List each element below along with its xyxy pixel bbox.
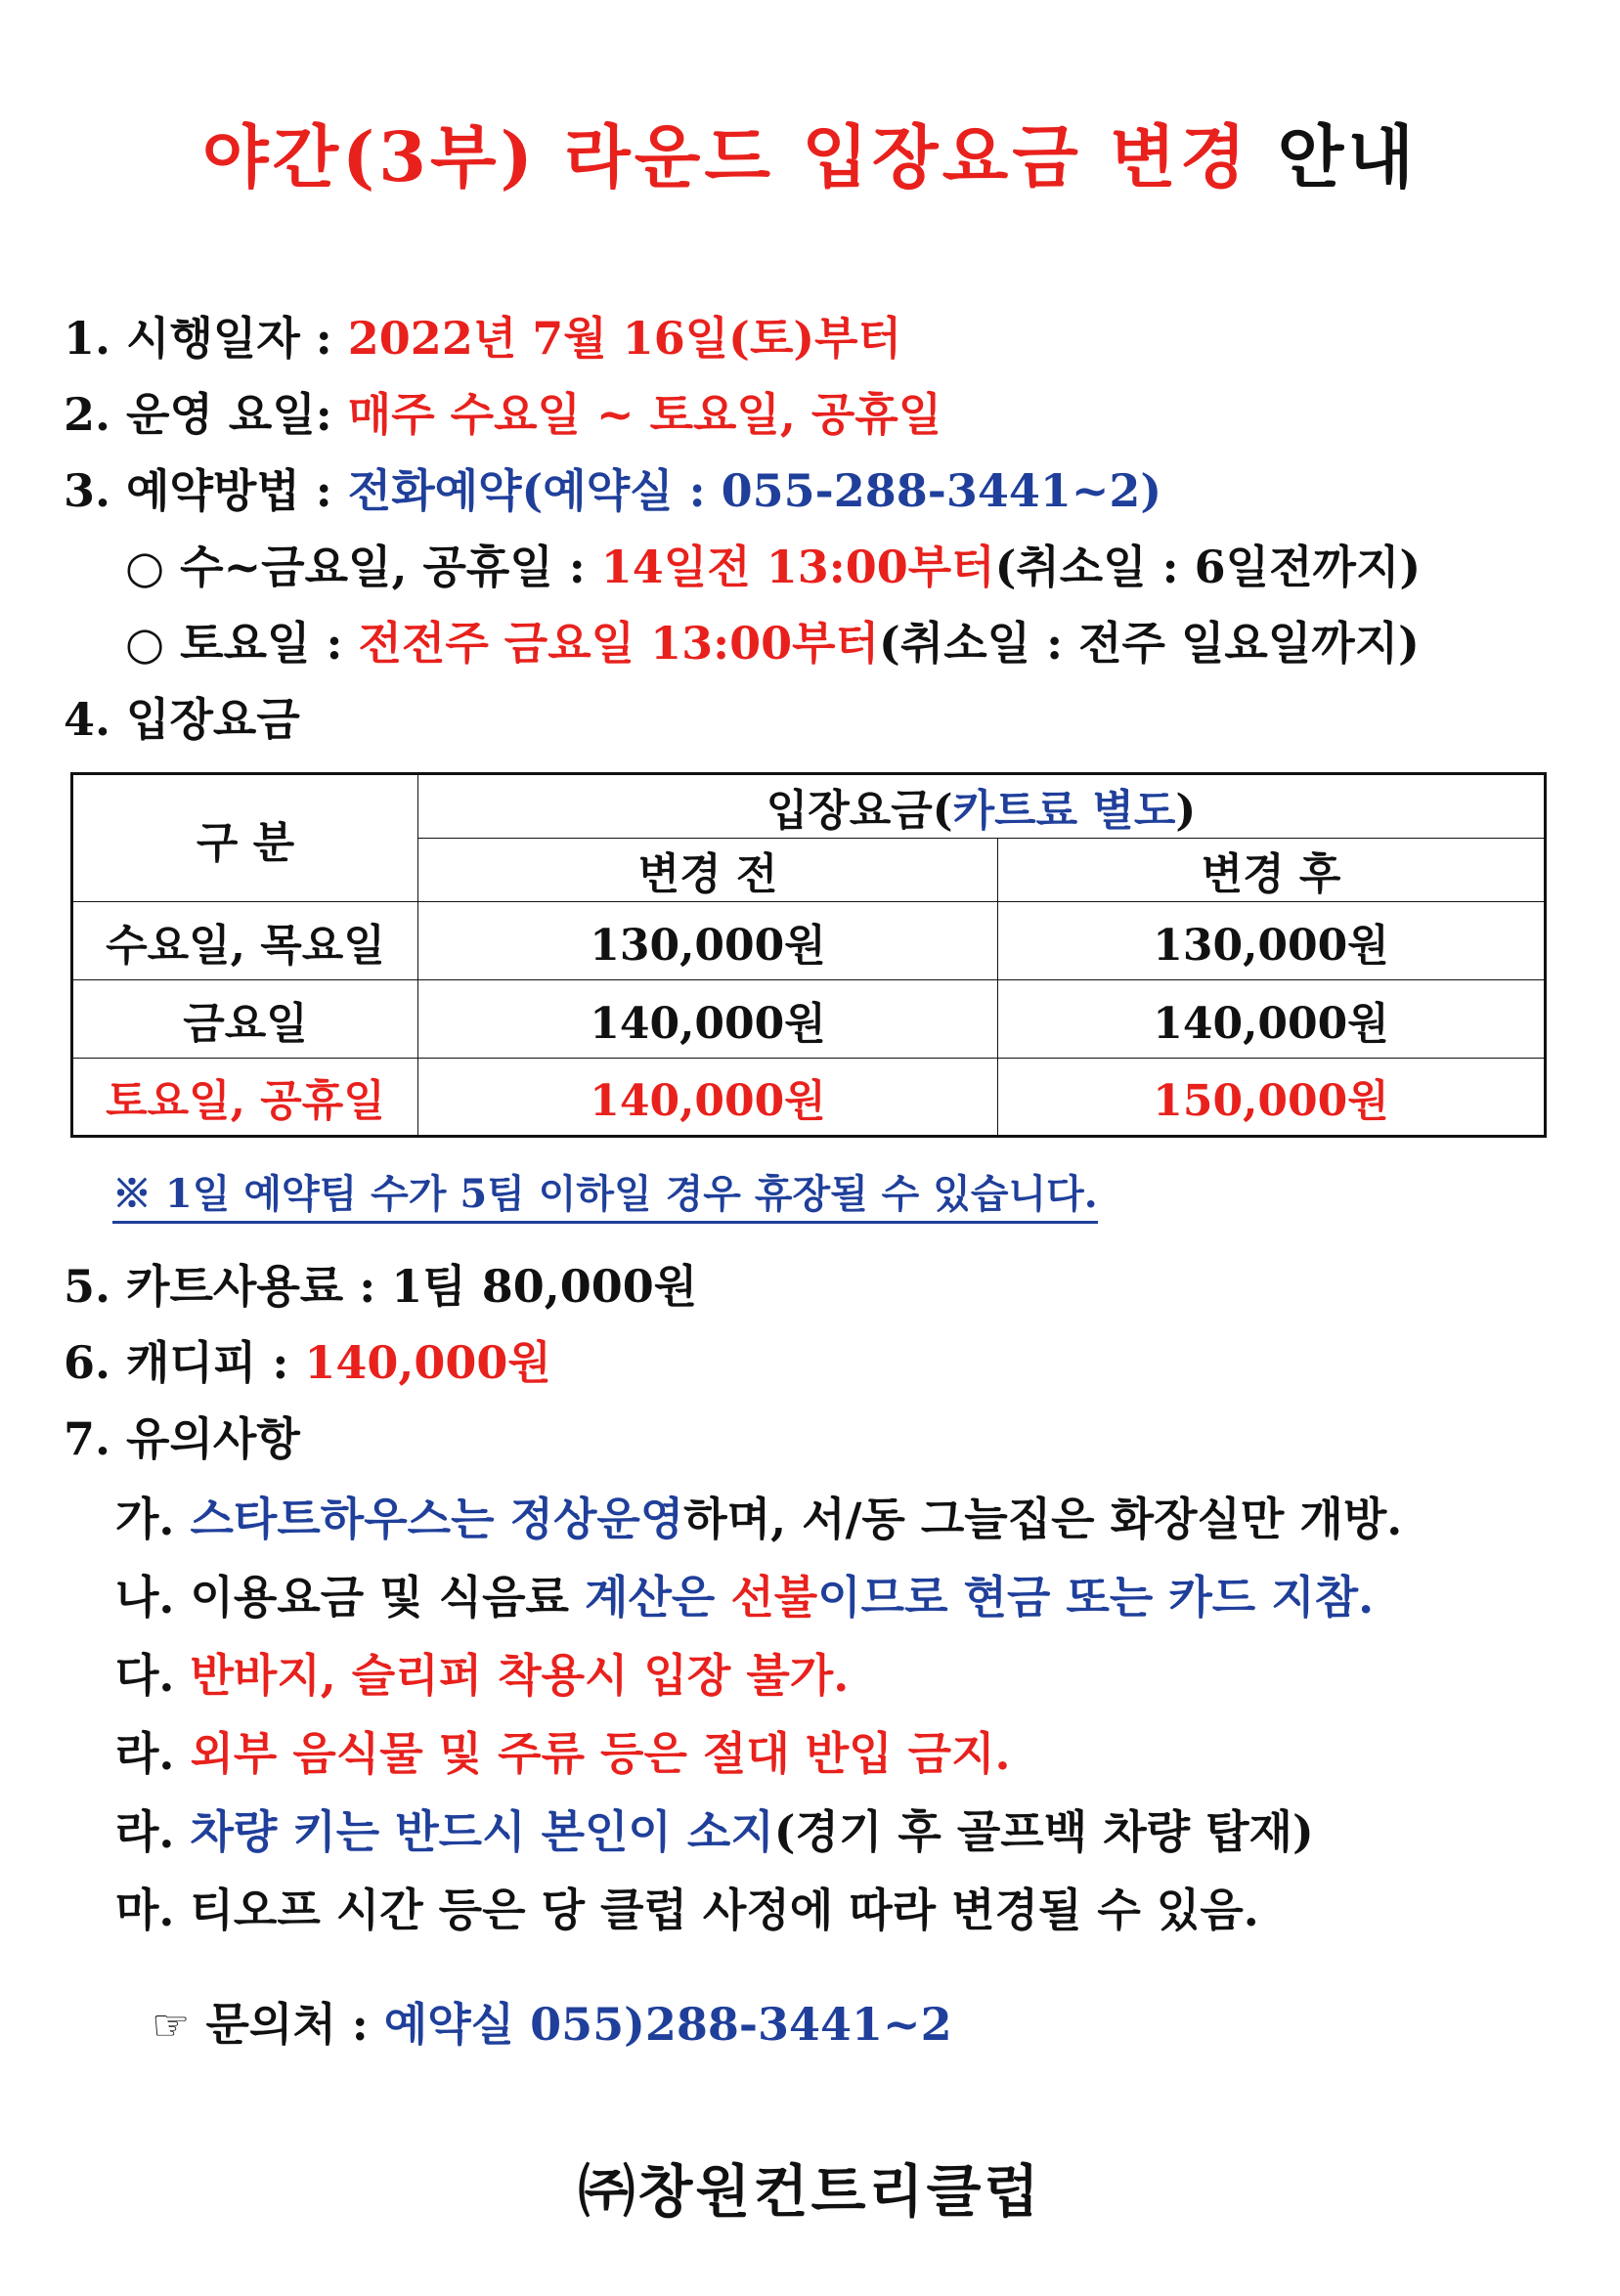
- contact-info: [152, 1989, 952, 2054]
- note-text: 이용요금 및 식음료: [190, 1571, 586, 1624]
- cell-after: 140,000원: [998, 980, 1546, 1059]
- note-highlight: 계산은: [585, 1571, 731, 1624]
- item-value: 14일전 13:00부터: [600, 541, 995, 593]
- bullet-icon: ○: [125, 541, 181, 593]
- cell-before: 130,000원: [418, 902, 998, 980]
- note-text: 하며, 서/동 그늘집은 화장실만 개방.: [683, 1493, 1403, 1545]
- item-cart-fee: [64, 1251, 697, 1316]
- note-highlight: 스타트하우스는 정상운영: [190, 1493, 684, 1545]
- item-operating-days: [64, 379, 941, 444]
- note-item: [115, 1875, 1259, 1939]
- item-value: 전화예약(예약실 : 055-288-3441~2): [347, 464, 1162, 517]
- header-fee: [418, 774, 1546, 839]
- header-fee-prefix: 입장요금(: [766, 786, 953, 836]
- note-marker: 라.: [115, 1805, 191, 1858]
- cell-after: 150,000원: [998, 1059, 1546, 1137]
- item-effective-date: [64, 303, 901, 368]
- note-marker: 마.: [115, 1884, 191, 1936]
- contact-label: 문의처 :: [190, 1998, 384, 2051]
- header-fee-note: 카트료 별도: [952, 786, 1176, 836]
- note-text: 티오프 시간 등은 당 클럽 사정에 따라 변경될 수 있음.: [190, 1884, 1259, 1936]
- item-reservation-method: [64, 455, 1161, 520]
- table-header-row: [72, 774, 1546, 839]
- cell-category: 수요일, 목요일: [72, 902, 418, 980]
- item-admission-fee: 4. 입장요금: [64, 693, 300, 746]
- note-item: [115, 1484, 1402, 1548]
- item-label: 1. 시행일자 :: [64, 312, 348, 365]
- item-label: 수~금요일, 공휴일 :: [180, 541, 601, 593]
- item-value: 매주 수요일 ~ 토요일, 공휴일: [347, 388, 942, 441]
- cell-before: 140,000원: [418, 1059, 998, 1137]
- item-reservation-saturday: [125, 608, 1420, 672]
- contact-value: 예약실 055)288-3441~2: [383, 1998, 952, 2051]
- header-category: 구 분: [72, 774, 418, 902]
- header-fee-suffix: ): [1175, 786, 1197, 836]
- note-highlight-red: 외부 음식물 및 주류 등은 절대 반입 금지.: [190, 1727, 1011, 1780]
- item-value: 전전주 금요일 13:00부터: [358, 617, 880, 670]
- item-label: 2. 운영 요일:: [64, 388, 348, 441]
- cell-category: 금요일: [72, 980, 418, 1059]
- table-row: [72, 902, 1546, 980]
- note-highlight-red: 반바지, 슬리퍼 착용시 입장 불가.: [190, 1649, 850, 1702]
- cell-before: 140,000원: [418, 980, 998, 1059]
- item-label: 6. 캐디피 :: [64, 1336, 305, 1389]
- item-label: 5. 카트사용료 :: [64, 1260, 392, 1313]
- item-cancel-note: (취소일 : 6일전까지): [994, 541, 1422, 593]
- note-highlight: 차량 키는 반드시 본인이 소지: [190, 1805, 774, 1858]
- fee-table: [70, 772, 1547, 1138]
- note-marker: 라.: [115, 1727, 191, 1780]
- note-marker: 다.: [115, 1649, 191, 1702]
- item-cancel-note: (취소일 : 전주 일요일까지): [879, 617, 1420, 670]
- item-label: 3. 예약방법 :: [64, 464, 348, 517]
- header-after: 변경 후: [998, 839, 1546, 902]
- pointing-hand-icon: ☞: [152, 2001, 191, 2051]
- note-text: (경기 후 골프백 차량 탑재): [773, 1805, 1314, 1858]
- item-notes-heading: 7. 유의사항: [64, 1412, 300, 1465]
- table-row: [72, 980, 1546, 1059]
- cell-after: 130,000원: [998, 902, 1546, 980]
- note-item: [115, 1562, 1374, 1626]
- item-label: 토요일 :: [180, 617, 359, 670]
- header-before: 변경 전: [418, 839, 998, 902]
- note-highlight: 이므로 현금 또는 카드 지참.: [817, 1571, 1375, 1624]
- title-suffix: 안내: [1249, 116, 1419, 197]
- closure-notice: ※ 1일 예약팀 수가 5팀 이하일 경우 휴장될 수 있습니다.: [112, 1163, 1098, 1224]
- note-marker: 나.: [115, 1571, 191, 1624]
- bullet-icon: ○: [125, 617, 181, 670]
- note-item: [115, 1640, 849, 1705]
- note-marker: 가.: [115, 1493, 191, 1545]
- item-value: 2022년 7월 16일(토)부터: [347, 312, 902, 365]
- title-main: 야간(3부) 라운드 입장요금 변경: [201, 116, 1250, 197]
- item-value: 1팀 80,000원: [391, 1260, 698, 1313]
- item-reservation-weekday: [125, 532, 1421, 596]
- note-item: [115, 1797, 1314, 1861]
- item-caddie-fee: [64, 1327, 551, 1392]
- cell-category: 토요일, 공휴일: [72, 1059, 418, 1137]
- table-row: [72, 1059, 1546, 1137]
- note-item: [115, 1718, 1011, 1783]
- page-title: [0, 103, 1620, 201]
- club-name: ㈜창원컨트리클럽: [578, 2158, 1042, 2225]
- note-highlight-red: 선불: [730, 1571, 818, 1624]
- item-value: 140,000원: [304, 1336, 551, 1389]
